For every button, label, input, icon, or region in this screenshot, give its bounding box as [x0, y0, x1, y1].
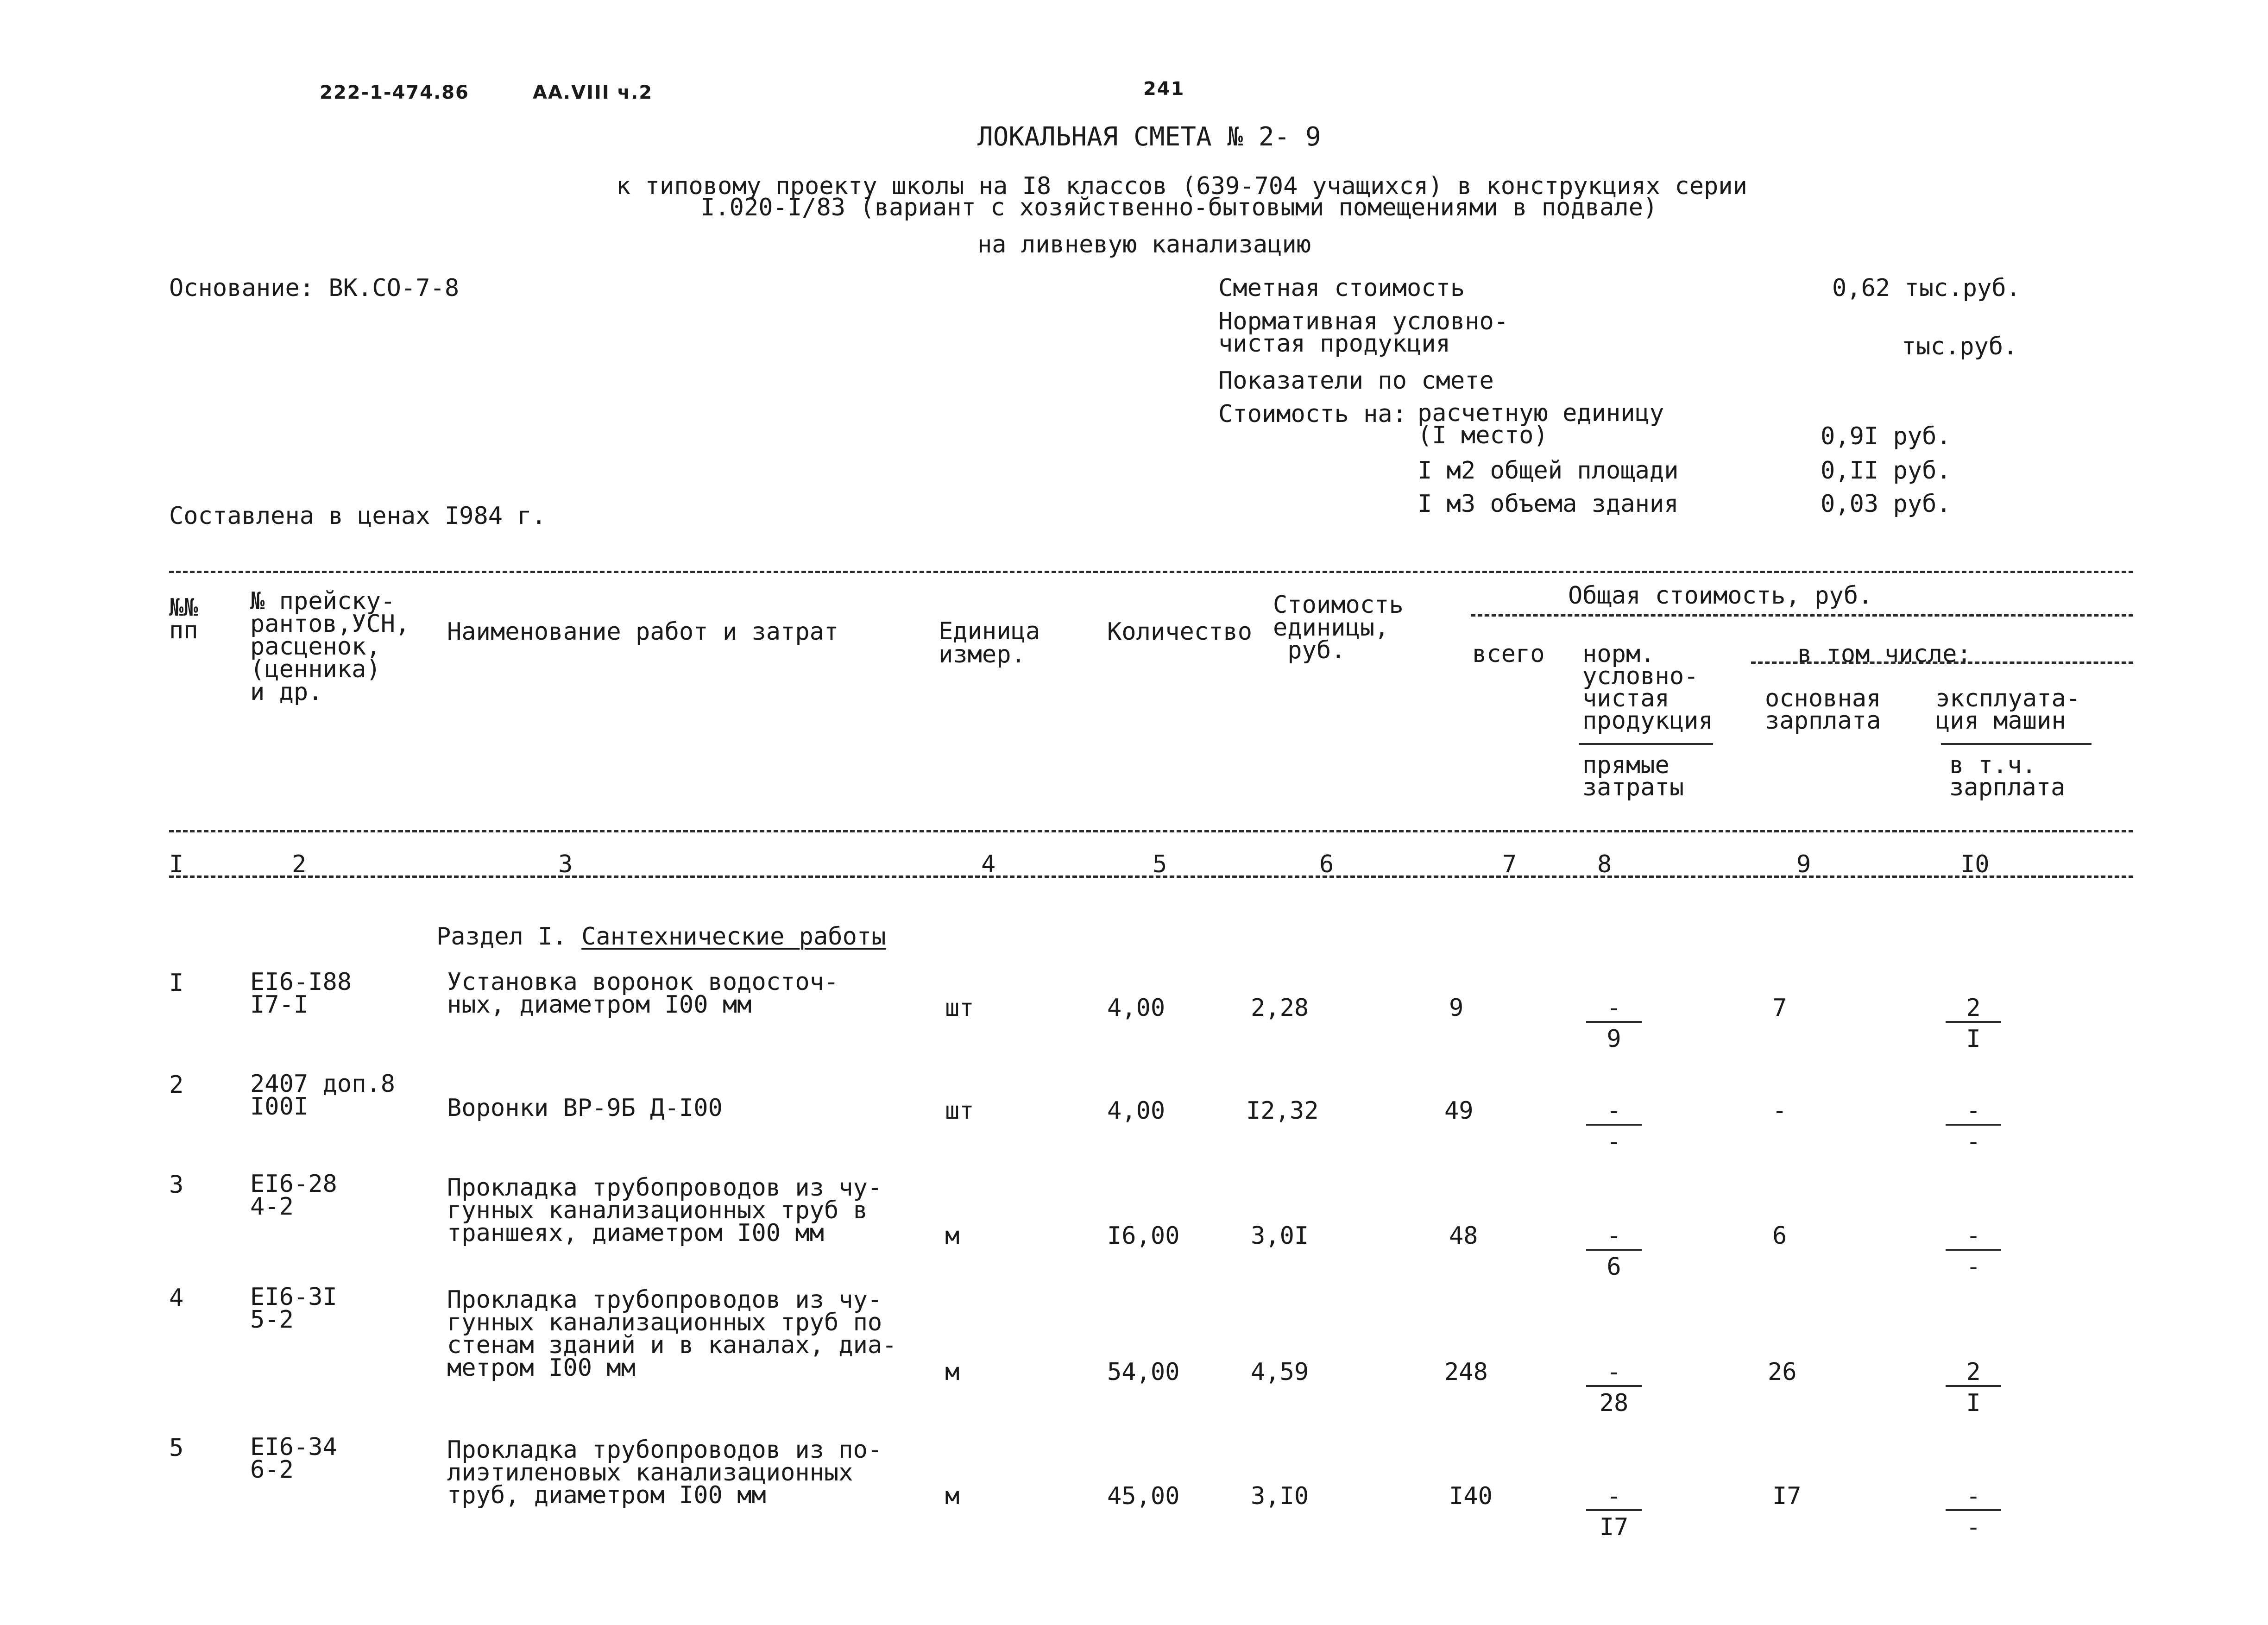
row-3-normative: -: [1606, 1222, 1621, 1250]
album-reference: АА.VIII ч.2: [533, 82, 653, 103]
column-number-4: 4: [981, 850, 996, 878]
row-3-machine: [1946, 1224, 2001, 1280]
row-3-machine-salary: -: [1966, 1253, 1981, 1281]
per-m3-value: 0,03 руб.: [1821, 490, 1951, 518]
row-2-code: 2407 доп.8 I00I: [250, 1070, 396, 1121]
column-number-9: 9: [1796, 850, 1811, 878]
row-3-quantity: I6,00: [1107, 1222, 1180, 1250]
row-1-normative: -: [1606, 994, 1621, 1022]
indicators-label: Показатели по смете: [1218, 367, 1494, 395]
row-4-quantity: 54,00: [1107, 1358, 1180, 1386]
col-header-direct-costs: прямые затраты: [1582, 751, 1684, 801]
row-1-unit-cost: 2,28: [1251, 994, 1309, 1022]
row-2-base-salary: -: [1772, 1097, 1787, 1125]
row-4-base-salary: 26: [1768, 1358, 1797, 1386]
row-4-number: 4: [169, 1284, 184, 1312]
row-1-unit: шт: [945, 994, 974, 1022]
estimated-cost-label: Сметная стоимость: [1218, 274, 1465, 302]
row-4-direct-costs: 28: [1599, 1389, 1629, 1417]
row-4-machine: [1946, 1360, 2001, 1417]
row-1-machine: [1946, 996, 2001, 1052]
basis-reference: Основание: ВК.СО-7-8: [169, 274, 460, 302]
row-3-number: 3: [169, 1171, 184, 1199]
per-m2-label: I м2 общей площади: [1418, 457, 1679, 485]
row-4-unit: м: [945, 1358, 960, 1386]
row-2-direct-costs: -: [1606, 1128, 1621, 1156]
row-1-direct-costs: 9: [1606, 1025, 1621, 1053]
row-1-total: 9: [1449, 994, 1464, 1022]
row-5-name: Прокладка трубопроводов из по- лиэтиленовых канализационных труб, диаметром I00 мм: [447, 1436, 882, 1509]
row-3-base-salary: 6: [1772, 1222, 1787, 1250]
row-1-number: I: [169, 969, 184, 997]
subtitle-line-3: на ливневую канализацию: [977, 231, 1311, 258]
row-4-code: ЕI6-3I 5-2: [250, 1283, 337, 1334]
row-3-unit: м: [945, 1222, 960, 1250]
section-name: Сантехнические работы: [581, 923, 886, 951]
row-3-code: ЕI6-28 4-2: [250, 1170, 337, 1221]
row-2-unit: шт: [945, 1097, 974, 1125]
row-3-unit-cost: 3,0I: [1251, 1222, 1309, 1250]
row-4-name: Прокладка трубопроводов из чу- гунных канализационных труб по стенам зданий и в каналах, диа- метром I00 мм: [447, 1286, 897, 1382]
column-number-6: 6: [1319, 850, 1334, 878]
row-3-normative-direct: [1586, 1224, 1642, 1280]
row-1-base-salary: 7: [1772, 994, 1787, 1022]
row-4-normative-direct: [1586, 1360, 1642, 1417]
row-1-machine-operation: 2: [1966, 994, 1981, 1022]
col-header-including: в том числе:: [1797, 640, 1972, 668]
row-5-unit: м: [945, 1482, 960, 1510]
cost-on-label: Стоимость на:: [1218, 400, 1407, 428]
col-header-total-group: Общая стоимость, руб.: [1568, 582, 1873, 610]
section-prefix: Раздел I.: [436, 923, 567, 951]
row-5-machine: [1946, 1484, 2001, 1541]
per-m2-value: 0,II руб.: [1821, 457, 1951, 485]
row-5-direct-costs: I7: [1599, 1513, 1629, 1541]
row-2-unit-cost: I2,32: [1246, 1097, 1319, 1125]
row-4-machine-operation: 2: [1966, 1358, 1981, 1386]
row-2-number: 2: [169, 1071, 184, 1099]
price-level-note: Составлена в ценах I984 г.: [169, 502, 546, 530]
row-2-total: 49: [1444, 1097, 1474, 1125]
row-1-normative-direct: [1586, 996, 1642, 1052]
row-5-normative: -: [1606, 1482, 1621, 1510]
row-2-name: Воронки ВР-9Б Д-I00: [447, 1094, 723, 1122]
per-unit-value: 0,9I руб.: [1821, 422, 1951, 450]
column-numbers-rule: [169, 875, 2133, 878]
row-1-machine-salary: I: [1966, 1025, 1981, 1053]
col-header-row-number: №№ пп: [169, 594, 198, 644]
column-number-8: 8: [1597, 850, 1612, 878]
row-3-machine-operation: -: [1966, 1222, 1981, 1250]
col-header-quantity: Количество: [1107, 618, 1253, 646]
table-top-rule: [169, 571, 2133, 573]
row-4-machine-salary: I: [1966, 1389, 1981, 1417]
row-2-quantity: 4,00: [1107, 1097, 1166, 1125]
row-5-code: ЕI6-34 6-2: [250, 1433, 337, 1484]
col-header-unit-cost: Стоимость единицы, руб.: [1273, 591, 1404, 664]
row-5-base-salary: I7: [1772, 1482, 1802, 1510]
row-4-total: 248: [1444, 1358, 1488, 1386]
per-unit-label: расчетную единицу (I место): [1418, 399, 1664, 449]
row-5-unit-cost: 3,I0: [1251, 1482, 1309, 1510]
per-m3-label: I м3 объема здания: [1418, 490, 1679, 518]
subtitle-line-2: I.020-I/83 (вариант с хозяйственно-бытовыми помещениями в подвале): [700, 194, 1658, 221]
c10-split-rule: [1941, 743, 2092, 745]
row-1-name: Установка воронок водосточ- ных, диаметром I00 мм: [447, 968, 839, 1019]
row-5-number: 5: [169, 1434, 184, 1462]
row-3-name: Прокладка трубопроводов из чу- гунных канализационных труб в траншеях, диаметром I00 мм: [447, 1174, 882, 1247]
section-title: [436, 925, 886, 949]
row-2-machine: [1946, 1099, 2001, 1155]
row-5-total: I40: [1449, 1482, 1493, 1510]
row-3-total: 48: [1449, 1222, 1478, 1250]
row-5-machine-operation: -: [1966, 1482, 1981, 1510]
col-header-machine-salary: в т.ч. зарплата: [1949, 751, 2066, 801]
column-number-7: 7: [1502, 850, 1517, 878]
column-number-1: I: [169, 850, 184, 878]
total-group-rule: [1471, 614, 2133, 617]
col-header-price-ref: № прейску- рантов,УСН, расценок, (ценника) и др.: [250, 587, 410, 706]
subtitle-line-1: к типовому проекту школы на I8 классов (639-704 учащихся) в конструкциях серии: [616, 172, 1747, 200]
col-header-normative-product: норм. условно- чистая продукция: [1582, 640, 1713, 735]
col-header-work-name: Наименование работ и затрат: [447, 618, 839, 646]
row-4-unit-cost: 4,59: [1251, 1358, 1309, 1386]
col-header-machine-operation: эксплуата- ция машин: [1935, 685, 2081, 735]
row-2-machine-salary: -: [1966, 1128, 1981, 1156]
col-header-base-salary: основная зарплата: [1765, 685, 1881, 735]
row-2-normative-direct: [1586, 1099, 1642, 1155]
document-code: 222-1-474.86: [320, 82, 469, 103]
document-title: ЛОКАЛЬНАЯ СМЕТА № 2- 9: [977, 122, 1321, 152]
header-bottom-rule: [169, 830, 2133, 832]
row-2-machine-operation: -: [1966, 1097, 1981, 1125]
column-number-10: I0: [1960, 850, 1990, 878]
row-5-machine-salary: -: [1966, 1513, 1981, 1541]
row-3-direct-costs: 6: [1606, 1253, 1621, 1281]
row-5-normative-direct: [1586, 1484, 1642, 1541]
page-number: 241: [1143, 78, 1185, 100]
row-5-quantity: 45,00: [1107, 1482, 1180, 1510]
row-4-normative: -: [1606, 1358, 1621, 1386]
c8-split-rule: [1579, 743, 1713, 745]
column-number-2: 2: [292, 850, 307, 878]
row-1-quantity: 4,00: [1107, 994, 1166, 1022]
estimated-cost-value: 0,62 тыс.руб.: [1832, 274, 2021, 302]
col-header-unit: Единица измер.: [939, 617, 1040, 668]
col-header-total: всего: [1472, 640, 1545, 668]
column-number-5: 5: [1153, 850, 1167, 878]
normative-product-value: тыс.руб.: [1902, 333, 2018, 360]
normative-product-label: Нормативная условно- чистая продукция: [1218, 308, 1509, 358]
row-2-normative: -: [1606, 1097, 1621, 1125]
row-1-code: ЕI6-I88 I7-I: [250, 968, 352, 1019]
column-number-3: 3: [558, 850, 573, 878]
